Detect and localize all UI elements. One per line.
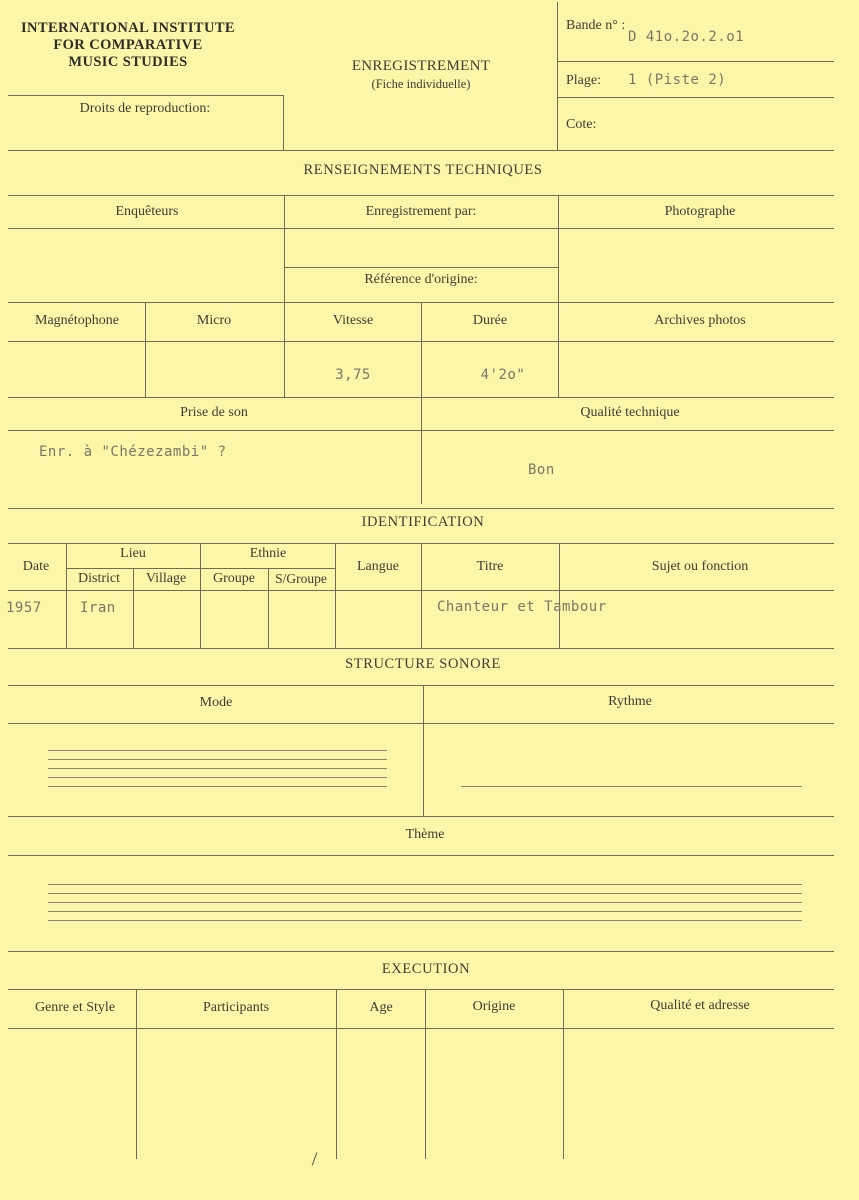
- institute-line-2: FOR COMPARATIVE: [53, 37, 203, 53]
- rule: [8, 95, 283, 96]
- staff-line: [48, 786, 387, 787]
- rule: [284, 302, 285, 398]
- rule: [557, 2, 558, 150]
- age-label: Age: [369, 1000, 393, 1015]
- rule: [558, 302, 559, 398]
- rule: [8, 430, 834, 431]
- rule: [557, 97, 834, 98]
- staff-line: [48, 768, 387, 769]
- institute-line-1: INTERNATIONAL INSTITUTE: [20, 20, 236, 36]
- vitesse-label: Vitesse: [332, 313, 374, 328]
- archives-label: Archives photos: [654, 313, 746, 328]
- rule: [421, 397, 422, 504]
- rule: [284, 267, 558, 268]
- titre-label: Titre: [476, 559, 504, 574]
- groupe-label: Groupe: [213, 571, 255, 586]
- duree-value[interactable]: 4'2o": [480, 367, 526, 383]
- sgroupe-label: S/Groupe: [275, 571, 327, 586]
- district-label: District: [78, 571, 120, 586]
- rule: [421, 302, 422, 398]
- rule: [8, 150, 834, 151]
- cote-label: Cote:: [566, 117, 597, 132]
- village-label: Village: [145, 571, 187, 586]
- plage-label: Plage:: [566, 73, 601, 88]
- section-structure: STRUCTURE SONORE: [345, 656, 501, 672]
- photographe-label: Photographe: [664, 204, 736, 219]
- staff-line: [48, 759, 387, 760]
- form-title: ENREGISTREMENT: [351, 58, 491, 74]
- origine-label: Origine: [472, 999, 516, 1014]
- rule: [8, 195, 834, 196]
- genre-label: Genre et Style: [34, 1000, 116, 1015]
- rule: [421, 543, 422, 648]
- theme-label: Thème: [405, 827, 445, 842]
- rule: [563, 989, 564, 1159]
- staff-line: [48, 750, 387, 751]
- rule: [8, 951, 834, 952]
- rule: [66, 568, 335, 569]
- staff-line: [48, 920, 802, 921]
- rule: [8, 685, 834, 686]
- lieu-label: Lieu: [120, 546, 146, 561]
- enregistrement-par-label: Enregistrement par:: [365, 204, 477, 219]
- rule: [200, 543, 201, 648]
- rule: [8, 855, 834, 856]
- staff-line: [48, 777, 387, 778]
- rule: [8, 508, 834, 509]
- section-technique: RENSEIGNEMENTS TECHNIQUES: [303, 162, 543, 178]
- staff-line: [48, 902, 802, 903]
- rule: [8, 989, 834, 990]
- micro-label: Micro: [196, 313, 232, 328]
- prise-de-son-value[interactable]: Enr. à "Chézezambi" ?: [39, 444, 227, 460]
- section-identification: IDENTIFICATION: [361, 514, 485, 530]
- rule: [66, 543, 67, 648]
- staff-line: [48, 884, 802, 885]
- institute-name: [21, 20, 235, 71]
- institute-line-3: MUSIC STUDIES: [68, 54, 188, 70]
- rule: [8, 341, 834, 342]
- ethnie-label: Ethnie: [249, 546, 287, 561]
- rule: [284, 195, 285, 303]
- participants-label: Participants: [202, 1000, 270, 1015]
- vitesse-value[interactable]: 3,75: [335, 367, 371, 383]
- titre-value[interactable]: Chanteur et Tambour: [437, 599, 607, 615]
- rhythm-line: [461, 786, 802, 787]
- qualite-adresse-label: Qualité et adresse: [650, 998, 750, 1013]
- form-subtitle: (Fiche individuelle): [371, 77, 471, 91]
- rule: [8, 648, 834, 649]
- sujet-label: Sujet ou fonction: [651, 559, 749, 574]
- reference-label: Référence d'origine:: [364, 272, 478, 287]
- rule: [283, 95, 284, 150]
- langue-label: Langue: [357, 559, 399, 574]
- rule: [136, 989, 137, 1159]
- rule: [8, 1028, 834, 1029]
- enqueteurs-label: Enquêteurs: [115, 204, 179, 219]
- magnetophone-label: Magnétophone: [35, 313, 119, 328]
- rule: [8, 228, 834, 229]
- rule: [8, 723, 834, 724]
- staff-line: [48, 893, 802, 894]
- duree-label: Durée: [472, 313, 508, 328]
- prise-de-son-label: Prise de son: [180, 405, 248, 420]
- bande-value[interactable]: D 41o.2o.2.o1: [628, 29, 745, 45]
- rule: [133, 568, 134, 648]
- district-value[interactable]: Iran: [80, 600, 116, 616]
- bande-label: Bande n° :: [566, 18, 626, 33]
- qualite-technique-label: Qualité technique: [580, 405, 680, 420]
- staff-line: [48, 911, 802, 912]
- rule: [425, 989, 426, 1159]
- rule: [423, 685, 424, 816]
- rule: [8, 816, 834, 817]
- date-value[interactable]: 1957: [6, 600, 42, 616]
- rule: [8, 590, 834, 591]
- qualite-technique-value[interactable]: Bon: [528, 462, 555, 478]
- rule: [335, 543, 336, 648]
- plage-value[interactable]: 1 (Piste 2): [628, 72, 727, 88]
- rule: [558, 195, 559, 303]
- rythme-label: Rythme: [608, 694, 652, 709]
- date-label: Date: [22, 559, 50, 574]
- rule: [336, 989, 337, 1159]
- rule: [557, 61, 834, 62]
- rule: [559, 543, 560, 648]
- mode-label: Mode: [199, 695, 233, 710]
- rule: [268, 568, 269, 648]
- rule: [145, 302, 146, 398]
- pencil-mark: [312, 1152, 318, 1165]
- droits-label: Droits de reproduction:: [79, 101, 211, 116]
- section-execution: EXECUTION: [381, 961, 471, 977]
